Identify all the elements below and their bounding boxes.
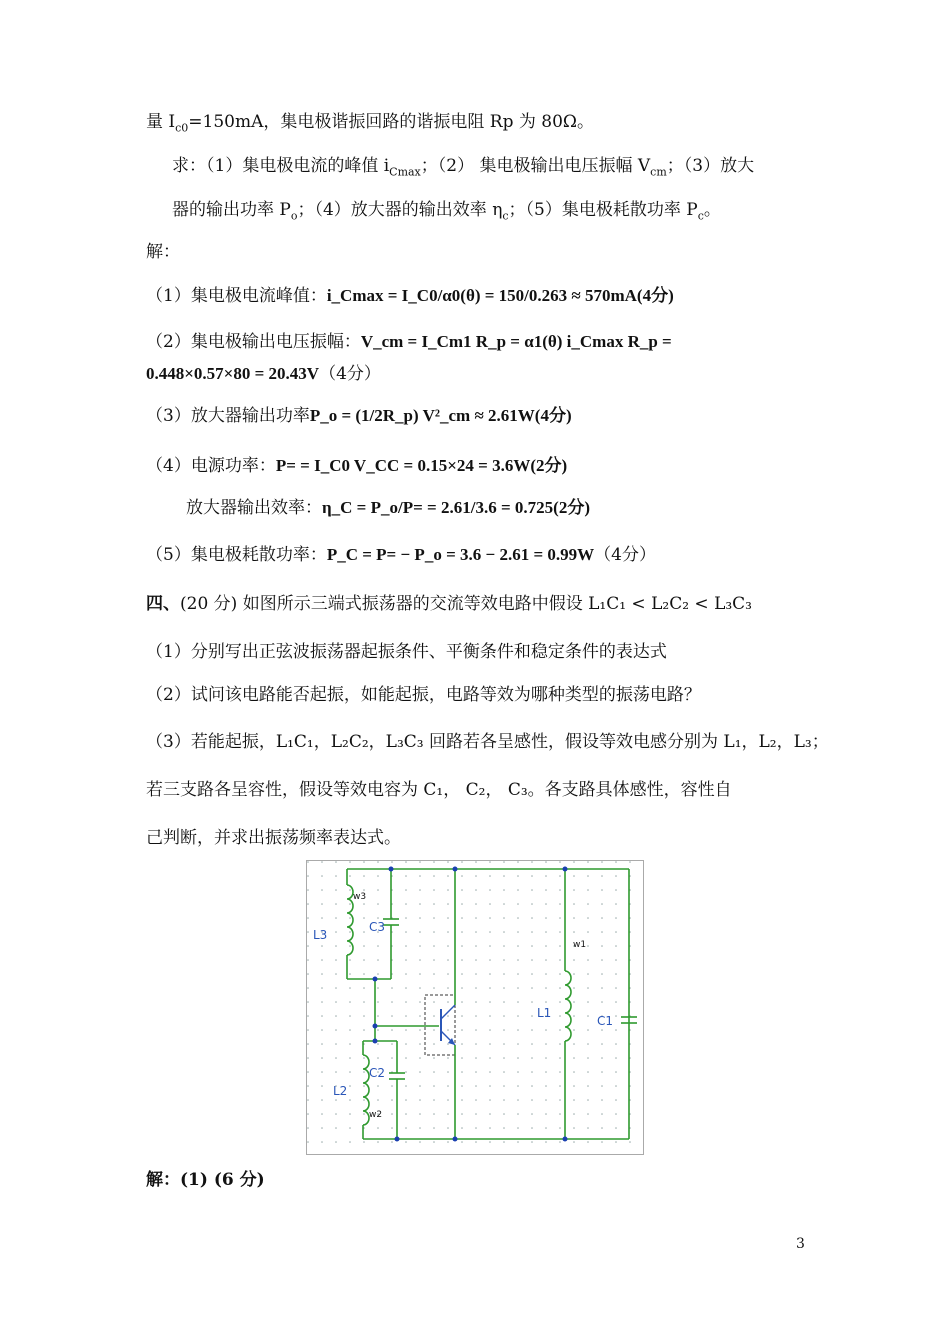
page-number: 3 — [796, 1236, 805, 1252]
question-line-1: 求：（1）集电极电流的峰值 $i_{Cmax}$；（2） 集电极输出电压振幅 $V_{cm}$；（3）放大 — [172, 156, 755, 179]
section-4-q2: （2）试问该电路能否起振，如能起振，电路等效为哪种类型的振荡电路？ — [146, 685, 701, 705]
node — [563, 1137, 568, 1142]
label-l1: L1 — [537, 1006, 552, 1020]
node — [395, 1137, 400, 1142]
oscillator-circuit-diagram — [306, 860, 644, 1155]
node — [563, 867, 568, 872]
step-3: （3）放大器输出功率P_o = (1/2R_p) V²_cm ≈ 2.61W(4分) — [146, 406, 572, 426]
node — [373, 1024, 378, 1029]
section-4-q1: （1）分别写出正弦波振荡器起振条件、平衡条件和稳定条件的表达式 — [146, 642, 667, 662]
solution-heading: 解： — [146, 242, 180, 262]
section-4-q3: （3）若能起振，L₁C₁，L₂C₂，L₃C₃ 回路若各呈感性，假设等效电感分别为 L₁，L₂，L₃； — [146, 732, 829, 752]
given-line: 量 $I_{c0}=150mA$，集电极谐振回路的谐振电阻 Rp 为 80Ω。 — [146, 112, 595, 135]
node — [389, 867, 394, 872]
grid-background — [307, 861, 643, 1154]
node — [373, 977, 378, 982]
label-w3: w3 — [353, 892, 367, 902]
step-2: （2）集电极输出电压振幅：V_cm = I_Cm1 R_p = α1(θ) i_Cmax R_p = — [146, 332, 672, 352]
label-c3: C3 — [369, 920, 386, 934]
label-w1: w1 — [573, 940, 587, 950]
section-4-header: 四、(20 分) 如图所示三端式振荡器的交流等效电路中假设 L₁C₁ < L₂C₂ < L₃C₃ — [146, 594, 752, 614]
circuit-svg — [307, 861, 643, 1154]
node — [453, 1137, 458, 1142]
step-1: （1）集电极电流峰值：i_Cmax = I_C0/α0(θ) = 150/0.263 ≈ 570mA(4分) — [146, 286, 674, 306]
label-l2: L2 — [333, 1084, 348, 1098]
label-l3: L3 — [313, 928, 328, 942]
step-4: （4）电源功率：P= = I_C0 V_CC = 0.15×24 = 3.6W(2分) — [146, 456, 568, 476]
section-4-q3-end: 己判断，并求出振荡频率表达式。 — [146, 828, 401, 848]
section-4-q3-cont: 若三支路各呈容性，假设等效电容为 C₁， C₂， C₃。各支路具体感性，容性自 — [146, 780, 732, 800]
node — [373, 1039, 378, 1044]
answer-heading: 解：(1) (6 分) — [146, 1170, 265, 1190]
question-line-2: 器的输出功率 $P_o$；（4）放大器的输出效率 $\eta_c$；（5）集电极耗散功率 $P_c$。 — [172, 200, 721, 223]
label-w2: w2 — [369, 1110, 383, 1120]
step-5: （5）集电极耗散功率：P_C = P= − P_o = 3.6 − 2.61 = 0.99W（4分） — [146, 545, 656, 565]
step-4-efficiency: 放大器输出效率：η_C = P_o/P= = 2.61/3.6 = 0.725(2分) — [186, 498, 590, 518]
node — [453, 867, 458, 872]
label-c1: C1 — [597, 1014, 614, 1028]
label-c2: C2 — [369, 1066, 386, 1080]
step-2-cont: 0.448×0.57×80 = 20.43V（4分） — [146, 364, 381, 384]
